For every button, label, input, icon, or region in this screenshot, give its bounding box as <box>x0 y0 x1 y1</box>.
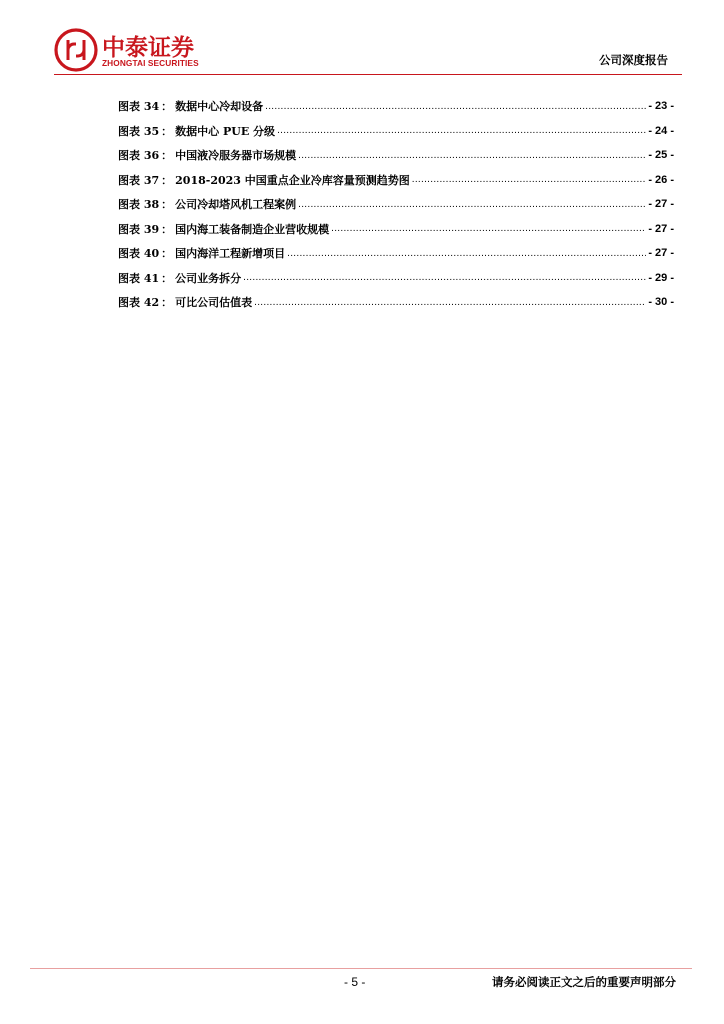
toc-separator: ： <box>161 100 173 114</box>
toc-figure-label: 图表 35 <box>118 124 160 138</box>
toc-page-number: - 27 - <box>648 198 674 211</box>
toc-title: 数据中心冷却设备 <box>175 100 264 114</box>
toc-page-number: - 30 - <box>648 296 674 309</box>
toc-page-number: - 24 - <box>648 124 674 137</box>
toc-page-number: - 26 - <box>648 173 674 186</box>
toc-title: 国内海工装备制造企业营收规模 <box>175 222 330 236</box>
toc-page-number: - 23 - <box>648 100 674 113</box>
toc-dot-leader <box>331 223 646 234</box>
footer-divider <box>30 968 692 969</box>
toc-entry[interactable] <box>118 168 674 193</box>
toc-dot-leader <box>298 150 646 161</box>
toc-title: 2018-2023 中国重点企业冷库容量预测趋势图 <box>175 173 410 187</box>
toc-title: 公司冷却塔风机工程案例 <box>175 198 297 212</box>
toc-title: 可比公司估值表 <box>175 296 253 310</box>
toc-dot-leader <box>265 101 646 112</box>
toc-figure-label: 图表 34 <box>118 100 160 114</box>
toc-separator: ： <box>161 173 173 187</box>
company-logo <box>54 28 218 72</box>
toc-page-number: - 25 - <box>648 149 674 162</box>
logo-chinese-name: 中泰证券 <box>102 35 194 61</box>
zhongtai-logo-icon <box>54 28 98 72</box>
toc-title: 数据中心 PUE 分级 <box>175 124 276 138</box>
toc-dot-leader <box>254 297 646 308</box>
report-type-label: 公司深度报告 <box>599 53 668 67</box>
toc-entry[interactable] <box>118 266 674 291</box>
toc-separator: ： <box>161 222 173 236</box>
toc-figure-label: 图表 42 <box>118 296 160 310</box>
toc-entry[interactable] <box>118 192 674 217</box>
toc-separator: ： <box>161 247 173 261</box>
toc-page-number: - 27 - <box>648 247 674 260</box>
toc-entry[interactable] <box>118 119 674 144</box>
toc-figure-label: 图表 38 <box>118 198 160 212</box>
toc-figure-label: 图表 39 <box>118 222 160 236</box>
page-number: - 5 - <box>344 975 366 989</box>
toc-dot-leader <box>277 125 646 136</box>
toc-page-number: - 27 - <box>648 222 674 235</box>
toc-separator: ： <box>161 149 173 163</box>
toc-entry[interactable] <box>118 143 674 168</box>
toc-entry[interactable] <box>118 290 674 315</box>
toc-dot-leader <box>243 272 646 283</box>
toc-entry[interactable] <box>118 94 674 119</box>
toc-dot-leader <box>412 174 647 185</box>
toc-figure-label: 图表 41 <box>118 271 160 285</box>
header-divider <box>54 74 682 75</box>
toc-separator: ： <box>161 271 173 285</box>
toc-figure-label: 图表 36 <box>118 149 160 163</box>
figure-index-list <box>118 94 674 315</box>
toc-figure-label: 图表 40 <box>118 247 160 261</box>
toc-title: 中国液冷服务器市场规模 <box>175 149 297 163</box>
toc-figure-label: 图表 37 <box>118 173 160 187</box>
footer-disclaimer: 请务必阅读正文之后的重要声明部分 <box>492 975 676 989</box>
toc-separator: ： <box>161 198 173 212</box>
page-header <box>0 0 724 80</box>
toc-dot-leader <box>287 248 646 259</box>
toc-page-number: - 29 - <box>648 271 674 284</box>
toc-title: 公司业务拆分 <box>175 271 242 285</box>
toc-entry[interactable] <box>118 217 674 242</box>
logo-english-name: ZHONGTAI SECURITIES <box>102 58 199 68</box>
toc-dot-leader <box>298 199 646 210</box>
toc-separator: ： <box>161 296 173 310</box>
toc-separator: ： <box>161 124 173 138</box>
toc-title: 国内海洋工程新增项目 <box>175 247 286 261</box>
toc-entry[interactable] <box>118 241 674 266</box>
